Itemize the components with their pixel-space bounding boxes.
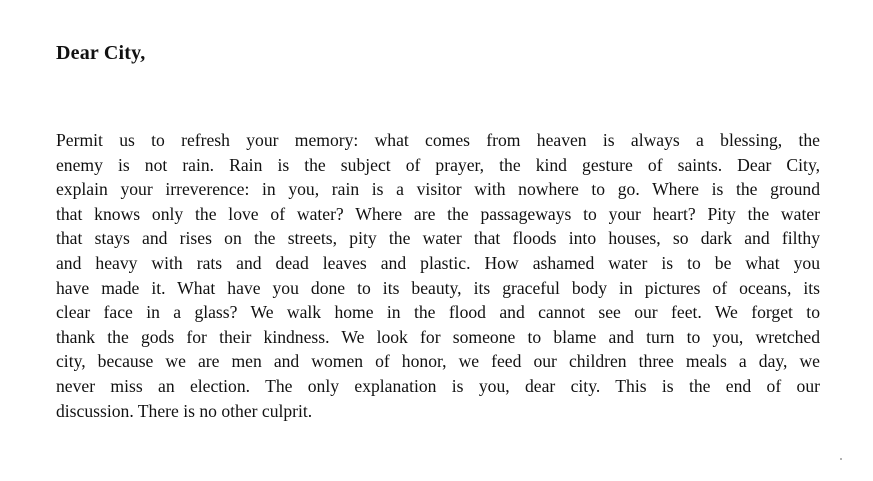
letter-body (56, 128, 820, 423)
letter-salutation: Dear City, (56, 42, 146, 64)
letter-line-5: that stays and rises on the streets, pity the water that floods into houses, so dark and filthy (56, 228, 820, 249)
letter-line-9: thank the gods for their kindness. We look for someone to blame and turn to you, wretched (56, 326, 820, 347)
letter-line-7: have made it. What have you done to its beauty, its graceful body in pictures of oceans, its (56, 277, 820, 298)
letter-line-12: discussion. There is no other culprit. (56, 400, 313, 421)
letter-line-6: and heavy with rats and dead leaves and plastic. How ashamed water is to be what you (56, 252, 820, 273)
letter-line-10: city, because we are men and women of honor, we feed our children three meals a day, we (56, 351, 820, 372)
letter-line-8: clear face in a glass? We walk home in the flood and cannot see our feet. We forget to (56, 302, 820, 323)
letter-line-2: enemy is not rain. Rain is the subject of prayer, the kind gesture of saints. Dear City, (56, 154, 820, 175)
letter-line-11: never miss an election. The only explanation is you, dear city. This is the end of our (56, 375, 820, 396)
scan-speck (840, 458, 842, 460)
letter-line-3: explain your irreverence: in you, rain is a visitor with nowhere to go. Where is the ground (56, 179, 820, 200)
letter-line-4: that knows only the love of water? Where are the passageways to your heart? Pity the water (56, 203, 820, 224)
letter-line-1: Permit us to refresh your memory: what comes from heaven is always a blessing, the (56, 130, 820, 150)
